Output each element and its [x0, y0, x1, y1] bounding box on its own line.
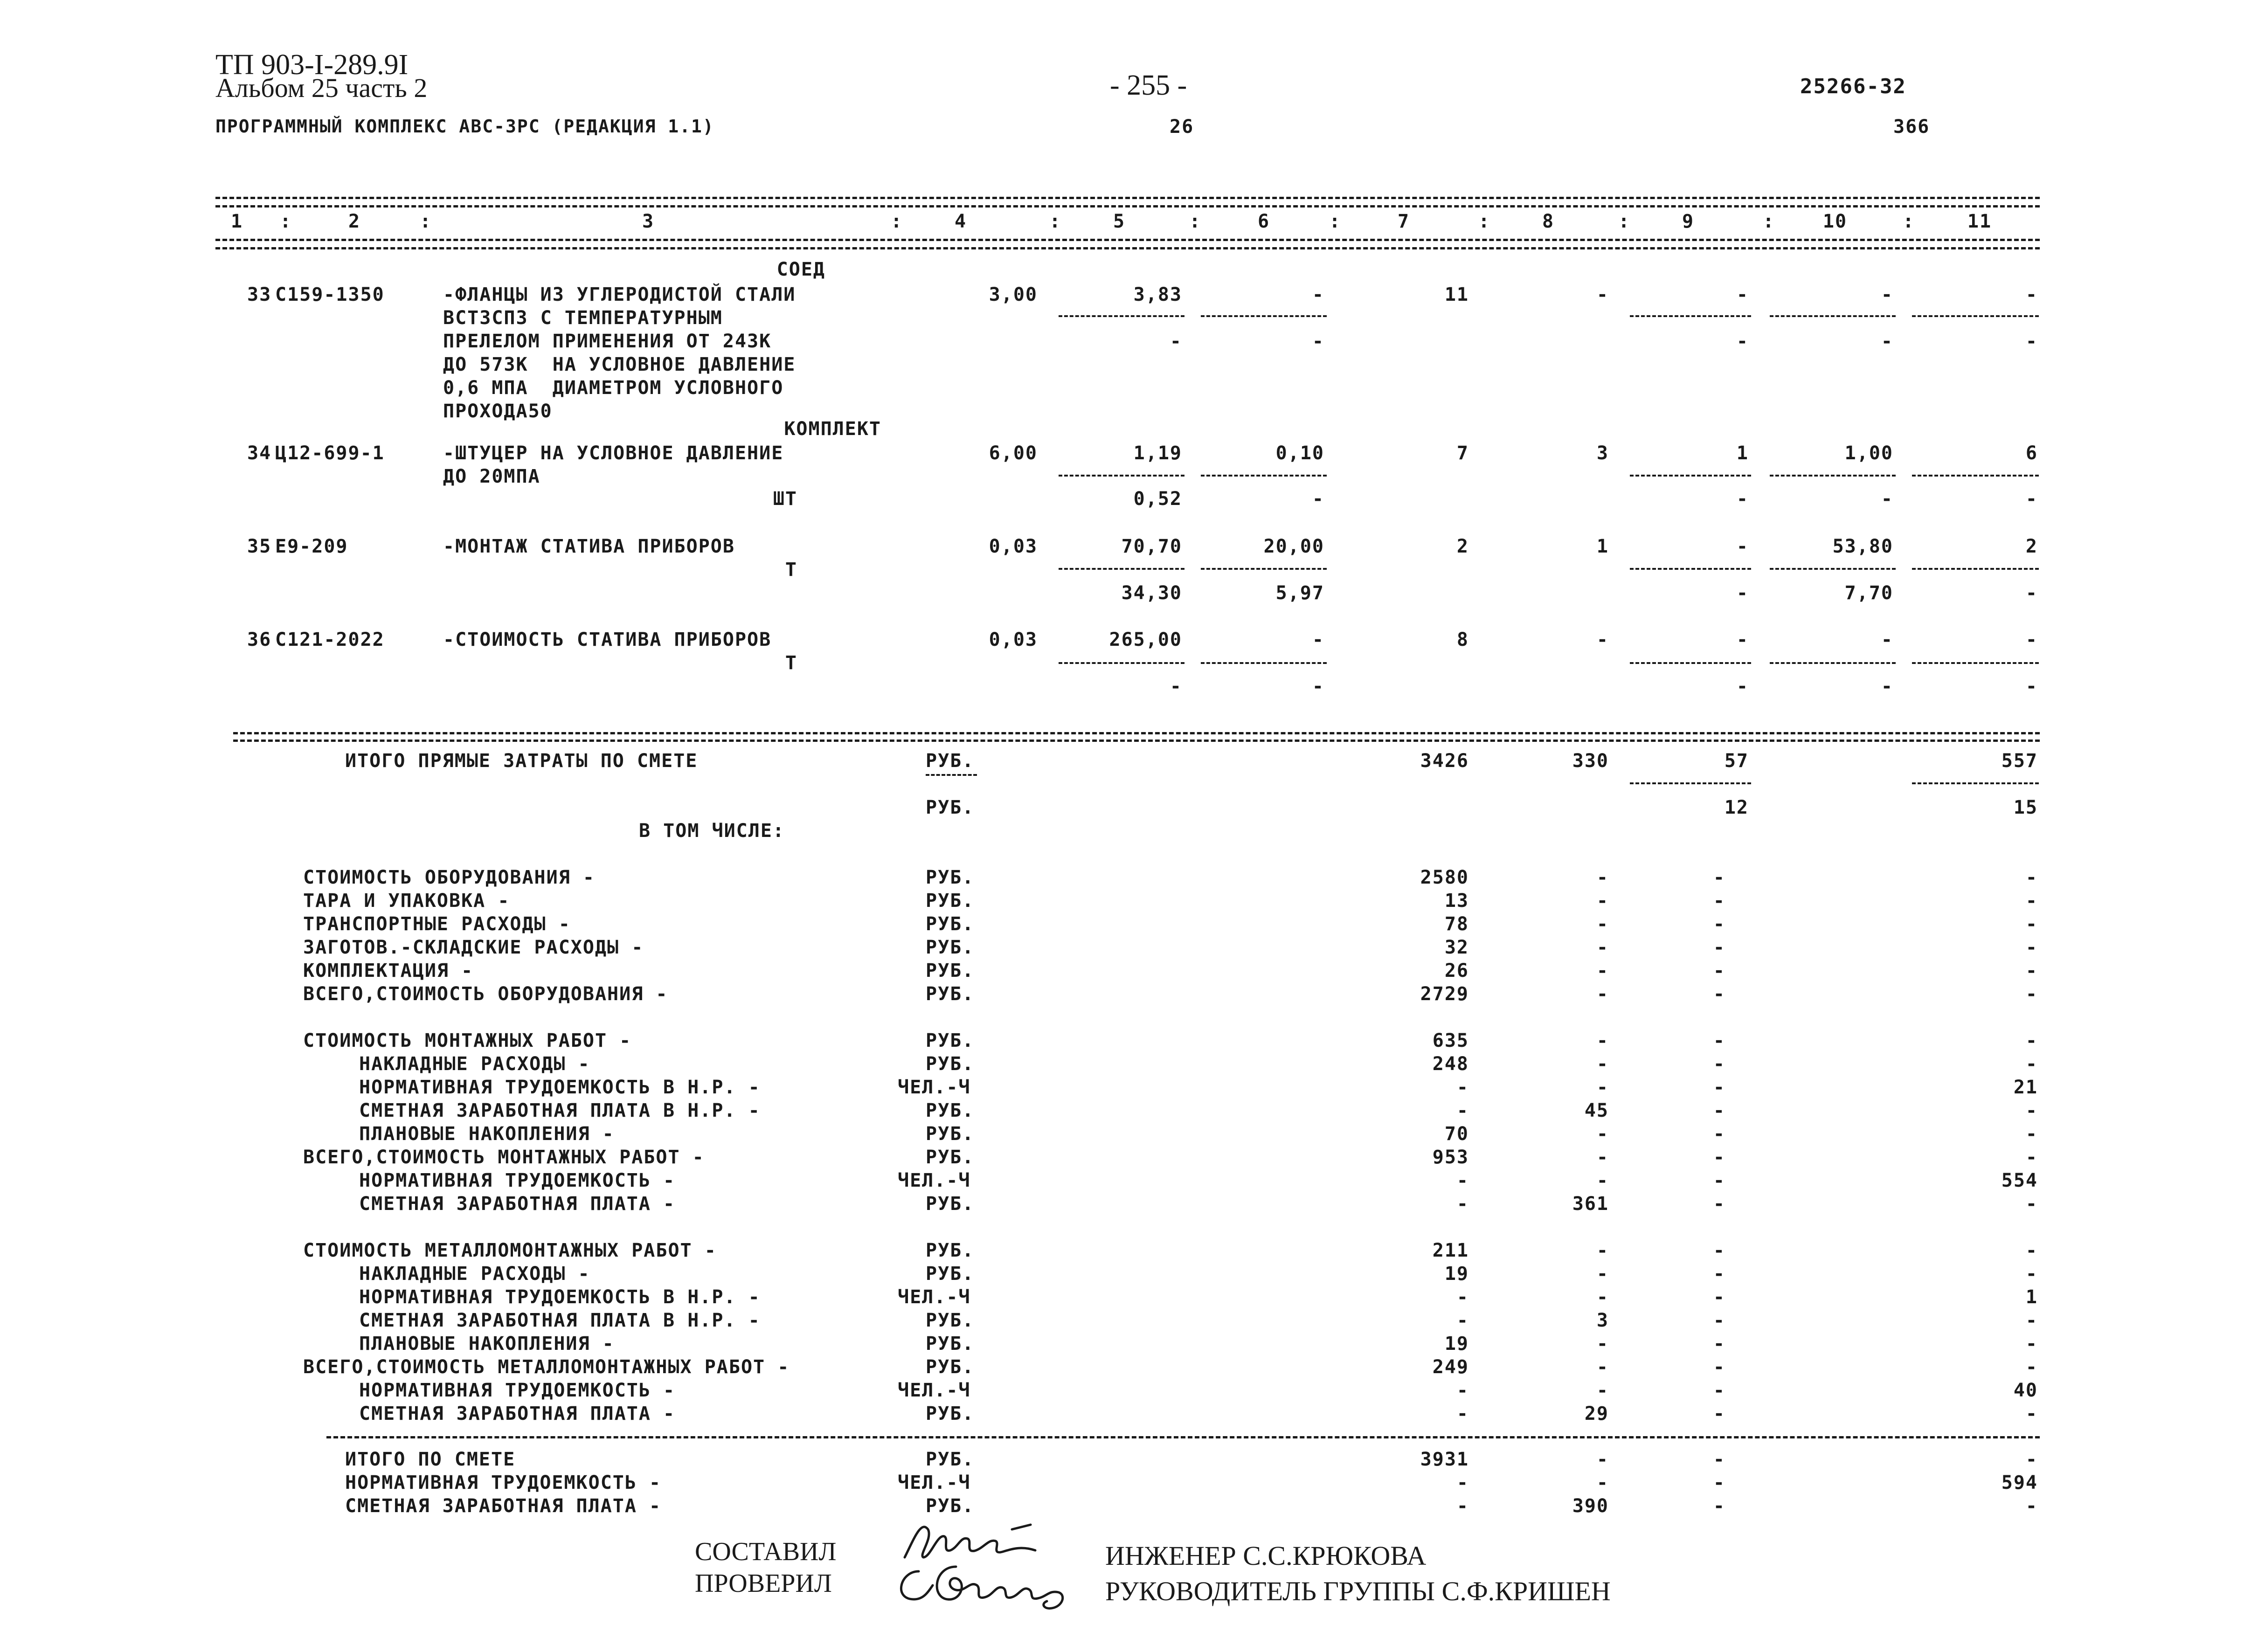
row-unit: СОЕД [776, 259, 825, 280]
row-description: -ШТУЦЕР НА УСЛОВНОЕ ДАВЛЕНИЕ [443, 442, 784, 464]
final-value: - [1713, 1472, 1725, 1493]
summary-value: - [1713, 1403, 1725, 1424]
sub-rule [1770, 568, 1896, 570]
row-value: 53,80 [1832, 536, 1893, 557]
summary-label: ВСЕГО,СТОИМОСТЬ ОБОРУДОВАНИЯ - [303, 983, 668, 1005]
summary-label: ТРАНСПОРТНЫЕ РАСХОДЫ - [303, 913, 571, 935]
sub-rule [1630, 475, 1751, 477]
row-value-lower: 7,70 [1844, 582, 1893, 604]
row-value-lower: - [1312, 488, 1324, 510]
summary-value: - [1596, 913, 1609, 935]
summary-unit: ЧЕЛ.-Ч [898, 1077, 971, 1098]
summary-label: СМЕТНАЯ ЗАРАБОТНАЯ ПЛАТА В Н.Р. - [359, 1310, 761, 1331]
sub-rule [1912, 315, 2039, 317]
summary-value: - [1713, 1147, 1725, 1168]
summary-value: - [1713, 1077, 1725, 1098]
rule [215, 197, 2040, 199]
column-number: 6 [1257, 211, 1270, 232]
row-value: - [1736, 536, 1749, 557]
row-value: 7 [1456, 442, 1469, 464]
column-separator: : [1478, 211, 1491, 232]
checker-name: РУКОВОДИТЕЛЬ ГРУППЫ С.Ф.КРИШЕН [1105, 1576, 1611, 1606]
summary-unit: РУБ. [926, 1240, 975, 1261]
summary-value: - [1713, 960, 1725, 982]
row-value: - [2025, 284, 2038, 305]
summary-value: - [1456, 1403, 1469, 1424]
row-value-lower: 5,97 [1275, 582, 1324, 604]
column-number: 2 [348, 211, 361, 232]
summary-unit: РУБ. [926, 1100, 975, 1121]
row-value: 8 [1456, 629, 1469, 650]
row-value: - [1736, 284, 1749, 305]
summary-value: - [2025, 1263, 2038, 1285]
sub-rule [926, 774, 977, 776]
row-number: 34 [247, 442, 272, 464]
summary-value: - [2025, 960, 2038, 982]
column-number: 4 [954, 211, 967, 232]
sub-rule [1059, 568, 1184, 570]
summary-unit: РУБ. [926, 1263, 975, 1285]
summary-value: - [1596, 1263, 1609, 1285]
row-code: С121-2022 [275, 629, 385, 650]
summary-value: - [2025, 913, 2038, 935]
sheet-number: 26 [1170, 116, 1194, 138]
row-value: - [1596, 284, 1609, 305]
sub-rule [1630, 568, 1751, 570]
summary-value: 249 [1432, 1356, 1469, 1378]
row-description: 0,6 МПА ДИАМЕТРОМ УСЛОВНОГО [443, 377, 784, 399]
summary-value: - [1713, 1193, 1725, 1215]
row-unit: ШТ [773, 488, 797, 510]
summary-value: - [2025, 1123, 2038, 1145]
summary-value: - [2025, 1147, 2038, 1168]
sub-rule [1770, 315, 1896, 317]
sub-rule [1201, 568, 1327, 570]
summary-value: - [1596, 890, 1609, 912]
row-value-lower: - [2025, 488, 2038, 510]
column-number: 1 [230, 211, 243, 232]
summary-value: - [1713, 890, 1725, 912]
summary-unit: РУБ. [926, 1123, 975, 1145]
row-value-lower: - [2025, 676, 2038, 697]
summary-value: 953 [1432, 1147, 1469, 1168]
row-description: -МОНТАЖ СТАТИВА ПРИБОРОВ [443, 536, 735, 557]
sub-rule [1201, 475, 1327, 477]
summary-value: 70 [1444, 1123, 1469, 1145]
summary-value: - [1713, 1310, 1725, 1331]
final-unit: ЧЕЛ.-Ч [898, 1472, 971, 1493]
summary-unit: РУБ. [926, 983, 975, 1005]
summary-label: НОРМАТИВНАЯ ТРУДОЕМКОСТЬ - [359, 1380, 676, 1401]
summary-label: СМЕТНАЯ ЗАРАБОТНАЯ ПЛАТА - [359, 1403, 676, 1424]
summary-label: НОРМАТИВНАЯ ТРУДОЕМКОСТЬ В Н.Р. - [359, 1077, 761, 1098]
summary-value: - [1713, 1263, 1725, 1285]
row-quantity: 0,03 [989, 629, 1038, 650]
summary-value: 248 [1432, 1053, 1469, 1075]
summary-value: - [1596, 1286, 1609, 1308]
summary-value: - [1596, 960, 1609, 982]
summary-value: - [1713, 913, 1725, 935]
summary-value: - [2025, 1356, 2038, 1378]
unit: РУБ. [926, 797, 975, 818]
sub-rule [1059, 315, 1184, 317]
column-separator: : [1329, 211, 1342, 232]
rule [215, 247, 2040, 249]
final-label: НОРМАТИВНАЯ ТРУДОЕМКОСТЬ - [345, 1472, 662, 1493]
column-separator: : [1618, 211, 1631, 232]
including-label: В ТОМ ЧИСЛЕ: [639, 820, 785, 842]
summary-unit: РУБ. [926, 937, 975, 958]
column-separator: : [1763, 211, 1775, 232]
program-title: ПРОГРАММНЫЙ КОМПЛЕКС АВС-3РС (РЕДАКЦИЯ 1.1) [215, 116, 714, 137]
row-code: Е9-209 [275, 536, 348, 557]
summary-value: - [1456, 1380, 1469, 1401]
row-unit: КОМПЛЕКТ [784, 418, 881, 440]
summary-label: ПЛАНОВЫЕ НАКОПЛЕНИЯ - [359, 1333, 615, 1355]
row-quantity: 0,03 [989, 536, 1038, 557]
row-value-lower: 34,30 [1121, 582, 1182, 604]
row-value: 20,00 [1263, 536, 1324, 557]
row-value-lower: 0,52 [1133, 488, 1182, 510]
row-value: - [1881, 284, 1893, 305]
final-value: 594 [2001, 1472, 2038, 1493]
column-separator: : [1903, 211, 1915, 232]
row-unit: Т [785, 652, 797, 674]
summary-value: 40 [2013, 1380, 2038, 1401]
summary-value: - [2025, 1333, 2038, 1355]
direct-cost-subvalue: 15 [2013, 797, 2038, 818]
column-number: 9 [1682, 211, 1695, 232]
summary-value: - [1596, 1170, 1609, 1191]
summary-value: - [1596, 983, 1609, 1005]
summary-value: - [1713, 1286, 1725, 1308]
doc-code: 25266-32 [1800, 75, 1906, 98]
direct-costs-label: ИТОГО ПРЯМЫЕ ЗАТРАТЫ ПО СМЕТЕ [345, 750, 698, 772]
row-value-lower: - [1312, 331, 1324, 352]
summary-value: - [1713, 1380, 1725, 1401]
summary-value: 1 [2025, 1286, 2038, 1308]
summary-unit: РУБ. [926, 890, 975, 912]
summary-label: ВСЕГО,СТОИМОСТЬ МЕТАЛЛОМОНТАЖНЫХ РАБОТ - [303, 1356, 790, 1378]
album-label: Альбом 25 часть 2 [215, 73, 428, 103]
row-value: - [1312, 629, 1324, 650]
summary-value: - [1713, 1356, 1725, 1378]
direct-cost-value: 3426 [1420, 750, 1469, 772]
row-value: 70,70 [1121, 536, 1182, 557]
summary-value: - [1713, 983, 1725, 1005]
sub-rule [1912, 782, 2039, 784]
rule [326, 1436, 2040, 1438]
final-unit: РУБ. [926, 1449, 975, 1470]
summary-value: - [1713, 937, 1725, 958]
summary-value: 2729 [1420, 983, 1469, 1005]
summary-value: 554 [2001, 1170, 2038, 1191]
summary-unit: РУБ. [926, 1030, 975, 1051]
final-value: 390 [1572, 1495, 1609, 1517]
row-value: 3 [1596, 442, 1609, 464]
summary-value: - [1713, 1170, 1725, 1191]
summary-label: ПЛАНОВЫЕ НАКОПЛЕНИЯ - [359, 1123, 615, 1145]
summary-label: КОМПЛЕКТАЦИЯ - [303, 960, 474, 982]
row-value-lower: - [1736, 676, 1749, 697]
summary-value: - [1596, 1077, 1609, 1098]
row-value-lower: - [1881, 676, 1893, 697]
summary-unit: ЧЕЛ.-Ч [898, 1286, 971, 1308]
direct-cost-value: 330 [1572, 750, 1609, 772]
summary-value: 45 [1584, 1100, 1609, 1121]
row-value: - [1881, 629, 1893, 650]
summary-value: - [2025, 1193, 2038, 1215]
summary-value: - [1596, 867, 1609, 888]
summary-value: - [1596, 937, 1609, 958]
summary-value: 13 [1444, 890, 1469, 912]
summary-value: 32 [1444, 937, 1469, 958]
row-description: -ФЛАНЦЫ ИЗ УГЛЕРОДИСТОЙ СТАЛИ [443, 284, 796, 305]
row-value: 1 [1736, 442, 1749, 464]
column-number: 7 [1397, 211, 1410, 232]
summary-value: - [1713, 1123, 1725, 1145]
column-number: 10 [1822, 211, 1848, 232]
summary-unit: РУБ. [926, 1147, 975, 1168]
summary-value: - [2025, 1030, 2038, 1051]
row-value-lower: - [2025, 582, 2038, 604]
summary-unit: РУБ. [926, 1403, 975, 1424]
row-value-lower: - [1881, 331, 1893, 352]
summary-value: - [1713, 1333, 1725, 1355]
summary-value: 2580 [1420, 867, 1469, 888]
summary-unit: РУБ. [926, 1333, 975, 1355]
summary-label: СТОИМОСТЬ ОБОРУДОВАНИЯ - [303, 867, 595, 888]
summary-label: НОРМАТИВНАЯ ТРУДОЕМКОСТЬ - [359, 1170, 676, 1191]
row-value: 0,10 [1275, 442, 1324, 464]
page-number: - 255 - [1110, 69, 1187, 101]
row-value: - [2025, 629, 2038, 650]
final-value: - [1713, 1449, 1725, 1470]
column-separator: : [891, 211, 903, 232]
summary-value: 361 [1572, 1193, 1609, 1215]
row-number: 33 [247, 284, 272, 305]
rule [215, 205, 2040, 207]
summary-unit: РУБ. [926, 1193, 975, 1215]
row-code: С159-1350 [275, 284, 385, 305]
row-value: 1 [1596, 536, 1609, 557]
row-value: 265,00 [1109, 629, 1182, 650]
summary-value: - [1456, 1193, 1469, 1215]
summary-label: СТОИМОСТЬ МОНТАЖНЫХ РАБОТ - [303, 1030, 632, 1051]
summary-value: - [1596, 1240, 1609, 1261]
row-value: 1,19 [1133, 442, 1182, 464]
summary-value: 19 [1444, 1333, 1469, 1355]
row-code: Ц12-699-1 [275, 442, 385, 464]
row-value-lower: - [2025, 331, 2038, 352]
summary-value: 211 [1432, 1240, 1469, 1261]
summary-value: - [1713, 1053, 1725, 1075]
row-number: 35 [247, 536, 272, 557]
row-value: - [1312, 284, 1324, 305]
summary-value: 19 [1444, 1263, 1469, 1285]
row-value: 2 [2025, 536, 2038, 557]
row-quantity: 6,00 [989, 442, 1038, 464]
rule [233, 732, 2040, 734]
sub-rule [1630, 662, 1751, 664]
summary-unit: РУБ. [926, 960, 975, 982]
column-number: 3 [642, 211, 655, 232]
summary-value: - [2025, 890, 2038, 912]
final-value: - [1596, 1472, 1609, 1493]
final-label: ИТОГО ПО СМЕТЕ [345, 1449, 516, 1470]
row-description: ПРЕЛЕЛОМ ПРИМЕНЕНИЯ ОТ 243К [443, 331, 772, 352]
row-value-lower: - [1170, 676, 1182, 697]
row-description: ДО 20МПА [443, 466, 540, 487]
summary-value: - [2025, 1403, 2038, 1424]
summary-value: - [1596, 1356, 1609, 1378]
summary-unit: РУБ. [926, 913, 975, 935]
row-value: 3,83 [1133, 284, 1182, 305]
row-value-lower: - [1881, 488, 1893, 510]
sub-rule [1912, 475, 2039, 477]
row-value-lower: - [1312, 676, 1324, 697]
sub-rule [1630, 315, 1751, 317]
tp-code: ТП 903-I-289.9I [215, 49, 409, 81]
row-value-lower: - [1170, 331, 1182, 352]
summary-value: - [1456, 1100, 1469, 1121]
summary-value: - [1713, 1100, 1725, 1121]
summary-value: - [1596, 1380, 1609, 1401]
summary-value: - [2025, 1310, 2038, 1331]
summary-value: - [1713, 867, 1725, 888]
summary-value: - [1456, 1077, 1469, 1098]
summary-label: НАКЛАДНЫЕ РАСХОДЫ - [359, 1053, 590, 1075]
sub-rule [1912, 662, 2039, 664]
column-number: 8 [1542, 211, 1555, 232]
rule [233, 740, 2040, 742]
summary-unit: РУБ. [926, 1310, 975, 1331]
column-number: 11 [1967, 211, 1992, 232]
signature-checker [886, 1553, 1082, 1618]
summary-label: ТАРА И УПАКОВКА - [303, 890, 510, 912]
compiled-label: СОСТАВИЛ [695, 1537, 837, 1566]
sub-rule [1201, 662, 1327, 664]
final-value: - [1596, 1449, 1609, 1470]
final-value: 3931 [1420, 1449, 1469, 1470]
summary-value: - [2025, 983, 2038, 1005]
final-value: - [1713, 1495, 1725, 1517]
summary-value: - [1596, 1147, 1609, 1168]
sub-rule [1059, 662, 1184, 664]
summary-value: - [2025, 1240, 2038, 1261]
summary-unit: РУБ. [926, 867, 975, 888]
summary-value: 29 [1584, 1403, 1609, 1424]
column-separator: : [420, 211, 432, 232]
sub-rule [1201, 315, 1327, 317]
row-value-lower: - [1736, 488, 1749, 510]
unit: РУБ. [926, 750, 975, 772]
sub-rule [1059, 475, 1184, 477]
direct-cost-value: 557 [2001, 750, 2038, 772]
sub-rule [1770, 662, 1896, 664]
sub-rule [1770, 475, 1896, 477]
column-separator: : [1189, 211, 1202, 232]
summary-value: - [1456, 1170, 1469, 1191]
rule [215, 239, 2040, 241]
row-value: 1,00 [1844, 442, 1893, 464]
summary-label: СМЕТНАЯ ЗАРАБОТНАЯ ПЛАТА - [359, 1193, 676, 1215]
summary-value: - [2025, 1100, 2038, 1121]
row-value: 2 [1456, 536, 1469, 557]
row-value: - [1736, 629, 1749, 650]
summary-label: ВСЕГО,СТОИМОСТЬ МОНТАЖНЫХ РАБОТ - [303, 1147, 705, 1168]
summary-label: ЗАГОТОВ.-СКЛАДСКИЕ РАСХОДЫ - [303, 937, 644, 958]
row-number: 36 [247, 629, 272, 650]
summary-unit: ЧЕЛ.-Ч [898, 1170, 971, 1191]
summary-unit: ЧЕЛ.-Ч [898, 1380, 971, 1401]
summary-value: - [1456, 1286, 1469, 1308]
summary-value: 21 [2013, 1077, 2038, 1098]
row-description: ВСТЗСП3 С ТЕМПЕРАТУРНЫМ [443, 307, 723, 329]
row-description: -СТОИМОСТЬ СТАТИВА ПРИБОРОВ [443, 629, 772, 650]
final-unit: РУБ. [926, 1495, 975, 1517]
summary-value: - [1596, 1123, 1609, 1145]
summary-label: СМЕТНАЯ ЗАРАБОТНАЯ ПЛАТА В Н.Р. - [359, 1100, 761, 1121]
sub-rule [1912, 568, 2039, 570]
summary-value: 78 [1444, 913, 1469, 935]
summary-value: - [2025, 937, 2038, 958]
row-description: ДО 573К НА УСЛОВНОЕ ДАВЛЕНИЕ [443, 354, 796, 375]
compiler-name: ИНЖЕНЕР С.С.КРЮКОВА [1105, 1541, 1427, 1571]
row-value-lower: - [1736, 582, 1749, 604]
summary-value: - [1596, 1030, 1609, 1051]
row-value: 11 [1444, 284, 1469, 305]
row-value: - [1596, 629, 1609, 650]
summary-value: - [1596, 1333, 1609, 1355]
final-value: - [2025, 1449, 2038, 1470]
doc-page: 366 [1893, 116, 1930, 138]
summary-unit: РУБ. [926, 1356, 975, 1378]
summary-value: 26 [1444, 960, 1469, 982]
summary-value: - [1713, 1240, 1725, 1261]
column-separator: : [280, 211, 292, 232]
row-value-lower: - [1736, 331, 1749, 352]
row-unit: Т [785, 559, 797, 581]
row-value: 6 [2025, 442, 2038, 464]
row-description: ПРОХОДА50 [443, 401, 553, 422]
final-value: - [1456, 1472, 1469, 1493]
column-number: 5 [1113, 211, 1126, 232]
summary-value: - [1456, 1310, 1469, 1331]
summary-label: НОРМАТИВНАЯ ТРУДОЕМКОСТЬ В Н.Р. - [359, 1286, 761, 1308]
final-value: - [2025, 1495, 2038, 1517]
sub-rule [1630, 782, 1751, 784]
summary-value: - [2025, 1053, 2038, 1075]
checked-label: ПРОВЕРИЛ [695, 1569, 832, 1598]
summary-label: НАКЛАДНЫЕ РАСХОДЫ - [359, 1263, 590, 1285]
summary-value: - [1596, 1053, 1609, 1075]
summary-value: 635 [1432, 1030, 1469, 1051]
summary-unit: РУБ. [926, 1053, 975, 1075]
summary-label: СТОИМОСТЬ МЕТАЛЛОМОНТАЖНЫХ РАБОТ - [303, 1240, 717, 1261]
final-label: СМЕТНАЯ ЗАРАБОТНАЯ ПЛАТА - [345, 1495, 662, 1517]
direct-cost-value: 57 [1724, 750, 1749, 772]
row-quantity: 3,00 [989, 284, 1038, 305]
direct-cost-subvalue: 12 [1724, 797, 1749, 818]
column-separator: : [1049, 211, 1062, 232]
summary-value: 3 [1596, 1310, 1609, 1331]
summary-value: - [1713, 1030, 1725, 1051]
summary-value: - [2025, 867, 2038, 888]
final-value: - [1456, 1495, 1469, 1517]
